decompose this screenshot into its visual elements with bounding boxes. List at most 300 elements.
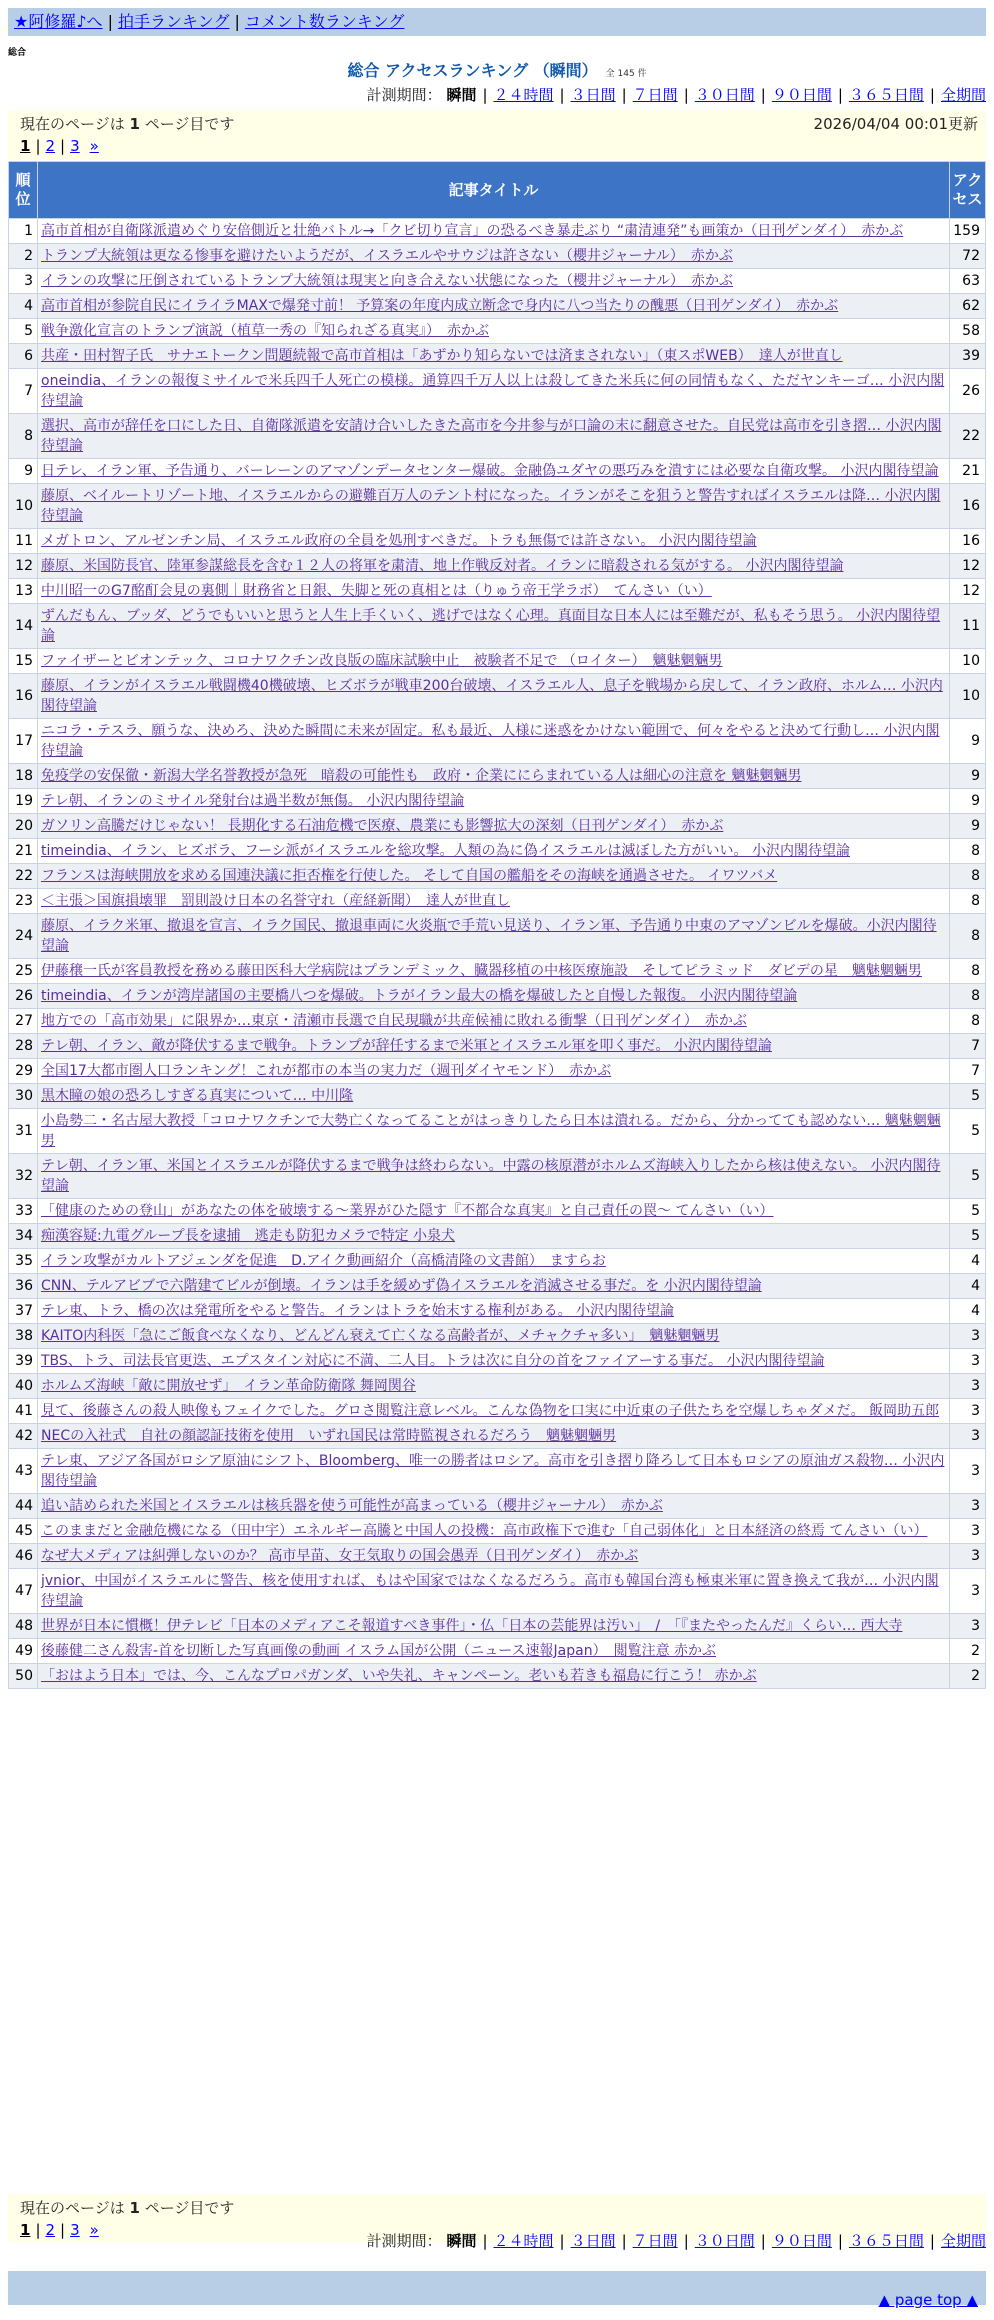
page-info-top <box>8 110 986 160</box>
row-rank: 16 <box>9 674 37 718</box>
row-access-count: 2 <box>950 1664 985 1688</box>
row-access-count: 3 <box>950 1349 985 1373</box>
nav-link-asyura[interactable]: ★阿修羅♪へ <box>14 12 103 31</box>
row-access-count: 5 <box>950 1224 985 1248</box>
row-rank: 38 <box>9 1324 37 1348</box>
table-row <box>9 764 985 788</box>
nav-separator: | <box>107 12 113 31</box>
section-label: 総合 <box>8 48 27 58</box>
row-access-count: 3 <box>950 1544 985 1568</box>
article-link[interactable]: ニコラ・テスラ、願うな、決めろ、決めた瞬間に未来が固定。私も最近、人様に迷惑をかけない範囲で、何々をやると決めて行動し… 小沢内閣待望論 <box>41 723 940 759</box>
row-rank: 50 <box>9 1664 37 1688</box>
row-title-cell <box>38 554 949 578</box>
row-title-cell <box>38 604 949 648</box>
article-link[interactable]: トランプ大統領は更なる惨事を避けたいようだが、イスラエルやサウジは許さない（櫻井ジャーナル） 赤かぶ <box>41 248 733 264</box>
row-access-count: 3 <box>950 1494 985 1518</box>
row-rank: 20 <box>9 814 37 838</box>
table-row <box>9 959 985 983</box>
article-link[interactable]: 「健康のための登山」があなたの体を破壊する～業界がひた隠す『不都合な真実』と自己責任の罠～ てんさい（い） <box>41 1203 774 1219</box>
row-title-cell <box>38 319 949 343</box>
table-row <box>9 1349 985 1373</box>
table-row <box>9 579 985 603</box>
ranking-table-body <box>9 219 985 1688</box>
period-link-7d[interactable]: ７日間 <box>632 2232 678 2250</box>
table-row <box>9 529 985 553</box>
row-title-cell <box>38 269 949 293</box>
row-rank: 1 <box>9 219 37 243</box>
row-access-count: 3 <box>950 1424 985 1448</box>
row-rank: 12 <box>9 554 37 578</box>
row-access-count: 159 <box>950 219 985 243</box>
pager-top: 1 | 2 | 3 » <box>20 137 99 155</box>
row-rank: 21 <box>9 839 37 863</box>
article-link[interactable]: ファイザーとビオンテック、コロナワクチン改良版の臨床試験中止 被験者不足で （ロイター） 魑魅魍魎男 <box>41 653 723 669</box>
article-link[interactable]: 藤原、ベイルートリゾート地、イスラエルからの避難百万人のテント村になった。イランがそこを狙うと警告すればイスラエルは降… 小沢内閣待望論 <box>41 488 941 524</box>
row-rank: 3 <box>9 269 37 293</box>
table-row <box>9 1274 985 1298</box>
row-access-count: 9 <box>950 764 985 788</box>
article-link[interactable]: ホルムズ海峡「敵に開放せず」 イラン革命防衛隊 舞岡関谷 <box>41 1378 416 1394</box>
row-title-cell <box>38 1199 949 1223</box>
row-access-count: 8 <box>950 1009 985 1033</box>
article-link[interactable]: 見て、後藤さんの殺人映像もフェイクでした。グロさ閲覧注意レベル。こんな偽物を口実に中近東の子供たちを空爆しちゃダメだ。 飯岡助五郎 <box>41 1403 940 1419</box>
article-link[interactable]: 痴漢容疑:九電グループ長を逮捕 逃走も防犯カメラで特定 小泉犬 <box>41 1228 456 1244</box>
ranking-table <box>8 161 986 1689</box>
row-access-count: 58 <box>950 319 985 343</box>
row-rank: 48 <box>9 1614 37 1638</box>
row-title-cell <box>38 1519 949 1543</box>
row-access-count: 16 <box>950 529 985 553</box>
article-link[interactable]: oneindia、イランの報復ミサイルで米兵四千人死亡の模様。通算四千万人以上は殺してきた米兵に何の同情もなく、ただヤンキーゴ… 小沢内閣待望論 <box>41 373 945 409</box>
period-link-90d[interactable]: ９０日間 <box>771 86 832 104</box>
row-rank: 39 <box>9 1349 37 1373</box>
table-row <box>9 344 985 368</box>
row-access-count: 10 <box>950 649 985 673</box>
article-link[interactable]: NECの入社式 自社の顔認証技術を使用 いずれ国民は常時監視されるだろう 魑魅魍魎男 <box>41 1428 617 1444</box>
table-header-row <box>9 162 985 218</box>
period-link-30d[interactable]: ３０日間 <box>694 2232 755 2250</box>
row-rank: 22 <box>9 864 37 888</box>
table-row <box>9 1154 985 1198</box>
table-row <box>9 1374 985 1398</box>
row-rank: 4 <box>9 294 37 318</box>
row-access-count: 26 <box>950 369 985 413</box>
table-row <box>9 1059 985 1083</box>
row-title-cell <box>38 1639 949 1663</box>
row-access-count: 8 <box>950 839 985 863</box>
page-top-link[interactable]: ▲ page top ▲ <box>878 2291 978 2309</box>
period-link-30d[interactable]: ３０日間 <box>694 86 755 104</box>
table-row <box>9 1034 985 1058</box>
row-title-cell <box>38 1299 949 1323</box>
row-rank: 7 <box>9 369 37 413</box>
row-access-count: 7 <box>950 1059 985 1083</box>
table-row <box>9 814 985 838</box>
row-access-count: 7 <box>950 1034 985 1058</box>
row-rank: 35 <box>9 1249 37 1273</box>
row-rank: 49 <box>9 1639 37 1663</box>
article-link[interactable]: テレ東、トラ、橋の次は発電所をやると警告。イランはトラを始末する権利がある。 小沢内閣待望論 <box>41 1303 675 1319</box>
row-title-cell <box>38 1274 949 1298</box>
row-title-cell <box>38 764 949 788</box>
table-row <box>9 604 985 648</box>
row-rank: 19 <box>9 789 37 813</box>
row-access-count: 5 <box>950 1154 985 1198</box>
period-link-all[interactable]: 全期間 <box>940 2232 986 2250</box>
row-access-count: 5 <box>950 1109 985 1153</box>
article-link[interactable]: イランの攻撃に圧倒されているトランプ大統領は現実と向き合えない状態になった（櫻井ジャーナル） 赤かぶ <box>41 273 734 289</box>
row-title-cell <box>38 864 949 888</box>
article-link[interactable]: 中川昭一のG7酩酊会見の裏側｜財務省と日銀、失脚と死の真相とは（りゅう帝王学ラボ） てんさい（い） <box>41 583 712 599</box>
period-current: 瞬間 <box>446 86 477 104</box>
table-row <box>9 1639 985 1663</box>
article-link[interactable]: 後藤健二さん殺害-首を切断した写真画像の動画 イスラム国が公開（ニュース速報Japan） 閲覧注意 赤かぶ <box>41 1643 717 1659</box>
article-link[interactable]: テレ東、アジア各国がロシア原油にシフト、Bloomberg、唯一の勝者はロシア。高市を引き摺り降ろして日本もロシアの原油ガス殺物… 小沢内閣待望論 <box>41 1453 945 1489</box>
row-rank: 44 <box>9 1494 37 1518</box>
row-access-count: 4 <box>950 1274 985 1298</box>
table-row <box>9 1664 985 1688</box>
row-title-cell <box>38 719 949 763</box>
row-title-cell <box>38 1154 949 1198</box>
table-row <box>9 219 985 243</box>
article-link[interactable]: なぜ大メディアは糾弾しないのか？ 高市早苗、女王気取りの国会愚弄（日刊ゲンダイ） 赤かぶ <box>41 1548 639 1564</box>
period-current: 瞬間 <box>446 2232 477 2250</box>
row-title-cell <box>38 1224 949 1248</box>
article-link[interactable]: 免疫学の安保徹・新潟大学名誉教授が急死 暗殺の可能性も 政府・企業ににらまれている人は細心の注意を 魑魅魍魎男 <box>41 768 802 784</box>
row-rank: 40 <box>9 1374 37 1398</box>
row-access-count: 72 <box>950 244 985 268</box>
period-selector-top: 計測期間： 瞬間 | ２４時間 | ３日間 | ７日間 | ３０日間 | ９０日間 | ３６５日間 | 全期間 <box>366 86 986 104</box>
table-row <box>9 319 985 343</box>
pager-link-3[interactable]: 3 <box>70 137 80 155</box>
row-rank: 11 <box>9 529 37 553</box>
row-title-cell <box>38 674 949 718</box>
row-access-count: 9 <box>950 814 985 838</box>
row-access-count: 9 <box>950 719 985 763</box>
row-access-count: 9 <box>950 789 985 813</box>
row-rank: 15 <box>9 649 37 673</box>
row-rank: 32 <box>9 1154 37 1198</box>
article-link[interactable]: 高市首相が自衛隊派遣めぐり安倍側近と壮絶バトル→「クビ切り宣言」の恐るべき暴走ぶり “粛清連発”も画策か（日刊ゲンダイ） 赤かぶ <box>41 223 904 239</box>
row-rank: 6 <box>9 344 37 368</box>
period-label: 計測期間： <box>366 86 442 104</box>
pager-current-page: 1 <box>20 2221 31 2239</box>
row-access-count: 2 <box>950 1639 985 1663</box>
row-rank: 26 <box>9 984 37 1008</box>
article-link[interactable]: 藤原、イランがイスラエル戦闘機40機破壊、ヒズボラが戦車200台破壊、イスラエル人、息子を戦場から戻して、イラン政府、ホルム… 小沢内閣待望論 <box>41 678 943 714</box>
table-row <box>9 1399 985 1423</box>
table-row <box>9 789 985 813</box>
row-access-count: 10 <box>950 674 985 718</box>
row-title-cell <box>38 959 949 983</box>
table-row <box>9 1494 985 1518</box>
row-rank: 43 <box>9 1449 37 1493</box>
row-access-count: 16 <box>950 484 985 528</box>
table-row <box>9 1299 985 1323</box>
row-title-cell <box>38 1569 949 1613</box>
row-rank: 2 <box>9 244 37 268</box>
nav-separator: | <box>234 12 240 31</box>
header-count: アクセス <box>950 162 985 218</box>
row-rank: 18 <box>9 764 37 788</box>
row-access-count: 11 <box>950 604 985 648</box>
row-access-count: 8 <box>950 959 985 983</box>
period-link-365d[interactable]: ３６５日間 <box>848 2232 924 2250</box>
table-row <box>9 1519 985 1543</box>
nav-link-clap-ranking[interactable]: 拍手ランキング <box>117 12 230 31</box>
article-link[interactable]: フランスは海峡開放を求める国連決議に拒否権を行使した。 そして自国の艦船をその海峡を通過させた。 イワツバメ <box>41 868 778 884</box>
table-row <box>9 1544 985 1568</box>
row-title-cell <box>38 1544 949 1568</box>
row-title-cell <box>38 1494 949 1518</box>
article-link[interactable]: 追い詰められた米国とイスラエルは核兵器を使う可能性が高まっている（櫻井ジャーナル） 赤かぶ <box>41 1498 663 1514</box>
row-title-cell <box>38 1324 949 1348</box>
period-link-365d[interactable]: ３６５日間 <box>848 86 924 104</box>
table-row <box>9 1009 985 1033</box>
nav-link-comment-ranking[interactable]: コメント数ランキング <box>244 12 405 31</box>
table-row <box>9 1199 985 1223</box>
article-link[interactable]: テレ朝、イラン軍、米国とイスラエルが降伏するまで戦争は終わらない。中露の核原潜がホルムズ海峡入りしたから核は使えない。 小沢内閣待望論 <box>41 1158 941 1194</box>
article-link[interactable]: イラン攻撃がカルトアジェンダを促進 D.アイク動画紹介（高橋清隆の文書館） ますらお <box>41 1253 606 1269</box>
row-title-cell <box>38 579 949 603</box>
row-rank: 37 <box>9 1299 37 1323</box>
row-title-cell <box>38 1109 949 1153</box>
row-rank: 27 <box>9 1009 37 1033</box>
row-access-count: 5 <box>950 1199 985 1223</box>
article-link[interactable]: 伊藤穣一氏が客員教授を務める藤田医科大学病院はプランデミック、臓器移植の中核医療施設 そしてピラミッド ダビデの星 魑魅魍魎男 <box>41 963 922 979</box>
table-row <box>9 889 985 913</box>
row-rank: 25 <box>9 959 37 983</box>
row-title-cell <box>38 369 949 413</box>
row-title-cell <box>38 344 949 368</box>
row-access-count: 21 <box>950 459 985 483</box>
row-rank: 42 <box>9 1424 37 1448</box>
period-link-7d[interactable]: ７日間 <box>632 86 678 104</box>
article-link[interactable]: このままだと金融危機になる（田中宇）エネルギー高騰と中国人の投機：高市政権下で進む「自己弱体化」と日本経済の終焉 てんさい（い） <box>41 1523 928 1539</box>
period-link-90d[interactable]: ９０日間 <box>771 2232 832 2250</box>
article-link[interactable]: ＜主張＞国旗損壊罪 罰則設け日本の名誉守れ（産経新聞） 達人が世直し <box>41 893 510 909</box>
row-rank: 30 <box>9 1084 37 1108</box>
row-title-cell <box>38 219 949 243</box>
article-link[interactable]: 藤原、米国防長官、陸軍参謀総長を含む１２人の将軍を粛清、地上作戦反対者。イランに暗殺される気がする。 小沢内閣待望論 <box>41 558 844 574</box>
row-title-cell <box>38 649 949 673</box>
table-row <box>9 1249 985 1273</box>
row-title-cell <box>38 459 949 483</box>
header-rank: 順位 <box>9 162 37 218</box>
table-row <box>9 864 985 888</box>
pager-link-3[interactable]: 3 <box>70 2221 80 2239</box>
table-row <box>9 294 985 318</box>
article-link[interactable]: 世界が日本に慣概！伊テレビ「日本のメディアこそ報道すべき事件」・仏「日本の芸能界は汚い」 / 「『またやったんだ』くらい… 西大寺 <box>41 1618 903 1634</box>
row-title-cell <box>38 1249 949 1273</box>
row-rank: 41 <box>9 1399 37 1423</box>
row-title-cell <box>38 814 949 838</box>
table-row <box>9 1424 985 1448</box>
row-access-count: 8 <box>950 864 985 888</box>
article-link[interactable]: 共産・田村智子氏 サナエトークン問題続報で高市首相は「あずかり知らないでは済まされない」（東スポWEB） 達人が世直し <box>41 348 843 364</box>
table-row <box>9 1109 985 1153</box>
period-label: 計測期間： <box>366 2232 442 2250</box>
row-access-count: 3 <box>950 1324 985 1348</box>
pager-bottom: 1 | 2 | 3 » <box>20 2221 99 2239</box>
row-title-cell <box>38 789 949 813</box>
current-page-text: 現在のページは 1 ページ目です <box>20 115 235 133</box>
updated-timestamp: 2026/04/04 00:01更新 <box>813 115 978 133</box>
table-row <box>9 914 985 958</box>
article-link[interactable]: timeindia、イランが湾岸諸国の主要橋八つを爆破。トラがイラン最大の橋を爆破したと自慢した報復。 小沢内閣待望論 <box>41 988 798 1004</box>
top-nav-bar <box>8 8 986 36</box>
period-link-24h[interactable]: ２４時間 <box>493 2232 554 2250</box>
row-title-cell <box>38 294 949 318</box>
row-rank: 10 <box>9 484 37 528</box>
current-page-text-bottom: 現在のページは 1 ページ目です <box>20 2199 235 2217</box>
row-access-count: 8 <box>950 914 985 958</box>
row-title-cell <box>38 244 949 268</box>
article-link[interactable]: 「おはよう日本」では、今、こんなプロパガンダ、いや失礼、キャンペーン。老いも若きも福島に行こう！ 赤かぶ <box>41 1668 757 1684</box>
row-rank: 9 <box>9 459 37 483</box>
table-row <box>9 839 985 863</box>
row-rank: 8 <box>9 414 37 458</box>
header-title: 記事タイトル <box>38 162 949 218</box>
row-rank: 23 <box>9 889 37 913</box>
row-access-count: 12 <box>950 579 985 603</box>
period-link-all[interactable]: 全期間 <box>940 86 986 104</box>
row-title-cell <box>38 1374 949 1398</box>
row-access-count: 8 <box>950 889 985 913</box>
row-title-cell <box>38 1059 949 1083</box>
period-link-3d[interactable]: ３日間 <box>570 86 616 104</box>
row-access-count: 3 <box>950 1614 985 1638</box>
article-link[interactable]: TBS、トラ、司法長官更迭、エプスタイン対応に不満、二人目。トラは次に自分の首をファイアーする事だ。 小沢内閣待望論 <box>41 1353 825 1369</box>
row-title-cell <box>38 484 949 528</box>
article-link[interactable]: 黒木瞳の娘の恐ろしすぎる真実について… 中川隆 <box>41 1088 354 1104</box>
row-rank: 17 <box>9 719 37 763</box>
article-link[interactable]: 小島勢二・名古屋大教授「コロナワクチンで大勢亡くなってることがはっきりしたら日本は潰れる。だから、分かってても認めない… 魑魅魍魎男 <box>41 1113 941 1149</box>
row-access-count: 12 <box>950 554 985 578</box>
row-title-cell <box>38 1084 949 1108</box>
row-rank: 45 <box>9 1519 37 1543</box>
row-rank: 28 <box>9 1034 37 1058</box>
table-row <box>9 554 985 578</box>
article-link[interactable]: timeindia、イラン、ヒズボラ、フーシ派がイスラエルを総攻撃。人類の為に偽イスラエルは滅ぼした方がいい。 小沢内閣待望論 <box>41 843 850 859</box>
article-link[interactable]: 高市首相が参院自民にイライラMAXで爆発寸前！ 予算案の年度内成立断念で身内に八つ当たりの醜悪（日刊ゲンダイ） 赤かぶ <box>41 298 839 314</box>
article-link[interactable]: jvnior、中国がイスラエルに警告、核を使用すれば、もはや国家ではなくなるだろう。高市も韓国台湾も極東米軍に置き換えて我が… 小沢内閣待望論 <box>41 1573 939 1609</box>
table-row <box>9 414 985 458</box>
row-access-count: 3 <box>950 1374 985 1398</box>
row-title-cell <box>38 1664 949 1688</box>
row-title-cell <box>38 414 949 458</box>
table-row <box>9 1449 985 1493</box>
table-row <box>9 649 985 673</box>
table-row <box>9 484 985 528</box>
row-title-cell <box>38 1034 949 1058</box>
row-access-count: 3 <box>950 1569 985 1613</box>
row-title-cell <box>38 1009 949 1033</box>
row-access-count: 5 <box>950 1084 985 1108</box>
pager-next[interactable]: » <box>89 2221 99 2239</box>
row-title-cell <box>38 1424 949 1448</box>
row-rank: 24 <box>9 914 37 958</box>
article-link[interactable]: 地方での「高市効果」に限界か…東京・清瀬市長選で自民現職が共産候補に敗れる衝撃（日刊ゲンダイ） 赤かぶ <box>41 1013 747 1029</box>
pager-link-2[interactable]: 2 <box>45 2221 56 2239</box>
row-rank: 29 <box>9 1059 37 1083</box>
row-rank: 31 <box>9 1109 37 1153</box>
pager-next[interactable]: » <box>89 137 99 155</box>
row-title-cell <box>38 1449 949 1493</box>
total-count: 全 145 件 <box>605 69 647 79</box>
article-link[interactable]: KAITO内科医「急にご飯食べなくなり、どんどん衰えて亡くなる高齢者が、メチャクチャ多い」 魑魅魍魎男 <box>41 1328 720 1344</box>
row-title-cell <box>38 984 949 1008</box>
table-row <box>9 244 985 268</box>
row-access-count: 22 <box>950 414 985 458</box>
article-link[interactable]: 選択、高市が辞任を口にした日、自衛隊派遣を安請け合いしたきた高市を今井参与が口論の末に翻意させた。自民党は高市を引き摺… 小沢内閣待望論 <box>41 418 942 454</box>
period-link-3d[interactable]: ３日間 <box>570 2232 616 2250</box>
row-rank: 14 <box>9 604 37 648</box>
row-title-cell <box>38 1399 949 1423</box>
row-rank: 36 <box>9 1274 37 1298</box>
pager-current-page: 1 <box>20 137 31 155</box>
row-rank: 5 <box>9 319 37 343</box>
article-link[interactable]: テレ朝、イランのミサイル発射台は過半数が無傷。 小沢内閣待望論 <box>41 793 465 809</box>
row-title-cell <box>38 839 949 863</box>
article-link[interactable]: ガソリン高騰だけじゃない！ 長期化する石油危機で医療、農業にも影響拡大の深刻（日刊ゲンダイ） 赤かぶ <box>41 818 724 834</box>
table-row <box>9 1224 985 1248</box>
article-link[interactable]: 戦争激化宣言のトランプ演説（植草一秀の『知られざる真実』） 赤かぶ <box>41 323 489 339</box>
row-title-cell <box>38 889 949 913</box>
row-access-count: 3 <box>950 1449 985 1493</box>
article-link[interactable]: メガトロン、アルゼンチン局、イスラエル政府の全員を処刑すべきだ。トラも無傷では許さない。 小沢内閣待望論 <box>41 533 757 549</box>
row-access-count: 4 <box>950 1299 985 1323</box>
page-title: 総合 アクセスランキング （瞬間） <box>347 61 598 80</box>
table-row <box>9 1084 985 1108</box>
article-link[interactable]: 藤原、イラク米軍、撤退を宣言、イラク国民、撤退車両に火炎瓶で手荒い見送り、イラン軍、予告通り中東のアマゾンビルを爆破。小沢内閣待望論 <box>41 918 937 954</box>
article-link[interactable]: テレ朝、イラン、敵が降伏するまで戦争。トランプが辞任するまで米軍とイスラエル軍を叩く事だ。 小沢内閣待望論 <box>41 1038 772 1054</box>
period-selector-bottom: 計測期間： 瞬間 | ２４時間 | ３日間 | ７日間 | ３０日間 | ９０日間 | ３６５日間 | 全期間 <box>366 2232 986 2250</box>
row-rank: 33 <box>9 1199 37 1223</box>
row-access-count: 39 <box>950 344 985 368</box>
article-link[interactable]: 全国17大都市圏人口ランキング！これが都市の本当の実力だ（週刊ダイヤモンド） 赤かぶ <box>41 1063 612 1079</box>
row-title-cell <box>38 529 949 553</box>
row-rank: 47 <box>9 1569 37 1613</box>
pager-link-2[interactable]: 2 <box>45 137 56 155</box>
row-access-count: 4 <box>950 1249 985 1273</box>
article-link[interactable]: ずんだもん、ブッダ、どうでもいいと思うと人生上手くいく、逃げではなく心理。真面目な日本人には至難だが、私もそう思う。 小沢内閣待望論 <box>41 608 941 644</box>
table-row <box>9 459 985 483</box>
table-row <box>9 1569 985 1613</box>
row-title-cell <box>38 1349 949 1373</box>
row-rank: 13 <box>9 579 37 603</box>
table-row <box>9 269 985 293</box>
table-row <box>9 1324 985 1348</box>
row-rank: 46 <box>9 1544 37 1568</box>
table-row <box>9 369 985 413</box>
footer-bar <box>8 2271 986 2309</box>
article-link[interactable]: CNN、テルアビブで六階建てビルが倒壊。イランは手を緩めず偽イスラエルを消滅させる事だ。を 小沢内閣待望論 <box>41 1278 762 1294</box>
table-row <box>9 719 985 763</box>
row-access-count: 63 <box>950 269 985 293</box>
article-link[interactable]: 日テレ、イラン軍、予告通り、バーレーンのアマゾンデータセンター爆破。金融偽ユダヤの悪巧みを潰すには必要な自衛攻撃。 小沢内閣待望論 <box>41 463 939 479</box>
period-link-24h[interactable]: ２４時間 <box>493 86 554 104</box>
row-title-cell <box>38 914 949 958</box>
page-title-row <box>0 60 994 85</box>
table-row <box>9 984 985 1008</box>
table-row <box>9 1614 985 1638</box>
row-title-cell <box>38 1614 949 1638</box>
row-access-count: 3 <box>950 1399 985 1423</box>
row-access-count: 8 <box>950 984 985 1008</box>
row-rank: 34 <box>9 1224 37 1248</box>
row-access-count: 62 <box>950 294 985 318</box>
